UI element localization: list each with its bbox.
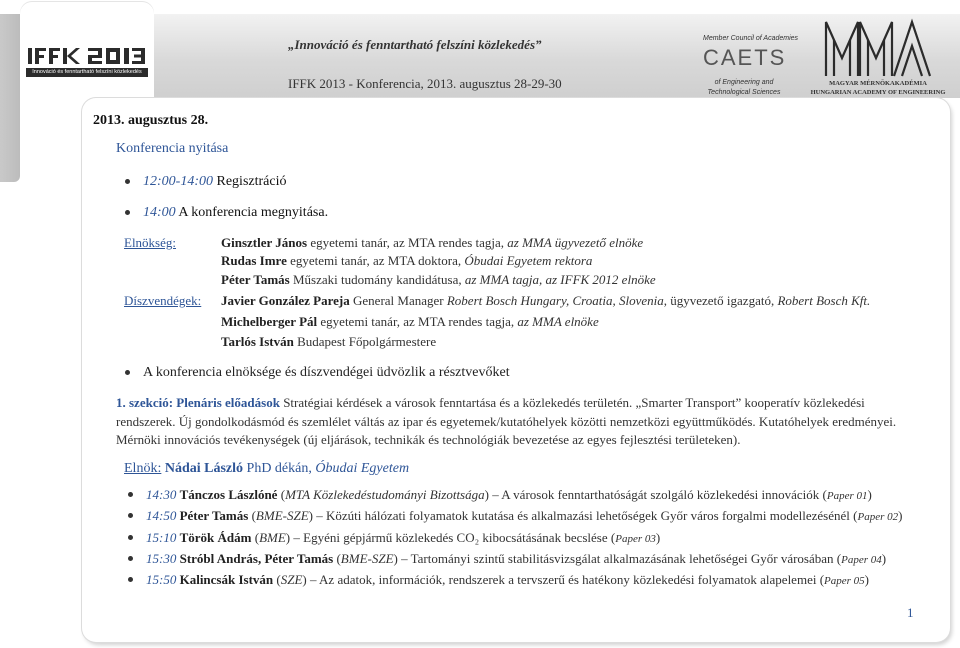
page-number: 1 — [907, 605, 914, 620]
session-heading: 1. szekció: Plenáris előadások Stratégiai kérdések a városok fenntartása és a közlekedés területén. „Smarter Transport” kooperatív közlekedési — [116, 395, 865, 410]
left-decoration-strip — [0, 14, 20, 182]
caets-subtitle: of Engineering and Technological Sciences — [707, 79, 781, 96]
presidium-label: Elnökség: — [124, 235, 176, 250]
talk-item: 15:50 Kalincsák István (SZE) – Az adatok, információk, rendszerek a tervszerű és hatékony közlekedési folyamatok alapelemei (Paper 05) — [146, 571, 869, 590]
presidium-member: Rudas Imre egyetemi tanár, az MTA doktora, Óbudai Egyetem rektora — [221, 253, 593, 268]
mmak-logo — [822, 18, 934, 78]
guest: Michelberger Pál egyetemi tanár, az MTA rendes tagja, az MMA elnöke — [221, 314, 599, 329]
mmak-name-hu: MAGYAR MÉRNÖKAKADÉMIA — [829, 80, 927, 87]
chair-line: Elnök: Nádai László PhD dékán, Óbudai Egyetem — [124, 461, 410, 476]
list-item — [143, 173, 286, 190]
item-text: A konferencia megnyitása. — [178, 205, 329, 220]
talk-item: 15:10 Török Ádám (BME) – Egyéni gépjármű közlekedés CO₂ kibocsátásának becslése (Paper 03) — [146, 529, 660, 548]
presidium-member: Péter Tamás Műszaki tudomány kandidátusa, az MMA tagja, az IFFK 2012 elnöke — [221, 272, 656, 287]
iffk-logo-subtitle: Innováció és fenntartható felszíni közlekedés — [26, 68, 148, 77]
welcome-text: A konferencia elnöksége és díszvendégei üdvözlik a résztvevőket — [143, 365, 510, 380]
presidium-member: Ginsztler János egyetemi tanár, az MTA rendes tagja, az MMA ügyvezető elnöke — [221, 235, 644, 250]
talk-item: 15:30 Stróbl András, Péter Tamás (BME-SZE) – Tartományi szintű stabilitásvizsgálat alkalmazásának lehetőségei Győr városában (Paper 04) — [146, 550, 886, 569]
guest: Javier González Pareja General Manager Robert Bosch Hungary, Croatia, Slovenia, ügyvezető igazgató, Robert Bosch Kft. — [221, 293, 871, 308]
time: 12:00-14:00 — [143, 174, 213, 189]
mmak-name-en: HUNGARIAN ACADEMY OF ENGINEERING — [810, 89, 946, 96]
caets-logo-text: CAETS — [703, 45, 787, 70]
time: 14:00 — [143, 205, 176, 220]
conference-title: „Innováció és fenntartható felszíni közlekedés” — [288, 37, 542, 52]
session-desc-line: rendszerek. Új gondolkodásmód és szemlélet váltás az ipar és egyetemek/kutatóhelyek közötti nemzetközi együttműködés. Kutatóhelyek eredményei. — [116, 414, 897, 429]
talk-item: 14:50 Péter Tamás (BME-SZE) – Közúti hálózati folyamatok kutatása és alkalmazási lehetőségek Győr város forgalmi modellezésénél (Paper 02) — [146, 507, 902, 526]
session-desc-line: Mérnöki innovációs tevékenységek (új eljárások, technikák és technológiák bevezetése az egyes fejlesztési területeken). — [116, 432, 741, 447]
caets-member-text: Member Council of Academies — [703, 35, 799, 42]
talk-item: 14:30 Tánczos Lászlóné (MTA Közlekedéstudományi Bizottsága) – A városok fenntarthatóságát szolgáló közlekedési innovációk (Paper 01) — [146, 486, 872, 505]
guest: Tarlós István Budapest Főpolgármestere — [221, 334, 437, 349]
item-text: Regisztráció — [216, 174, 287, 189]
date-heading: 2013. augusztus 28. — [93, 113, 209, 128]
guests-label: Díszvendégek: — [124, 293, 202, 308]
list-item — [143, 204, 328, 221]
conference-subtitle: IFFK 2013 - Konferencia, 2013. augusztus 28-29-30 — [288, 76, 562, 91]
opening-title: Konferencia nyitása — [116, 141, 229, 156]
